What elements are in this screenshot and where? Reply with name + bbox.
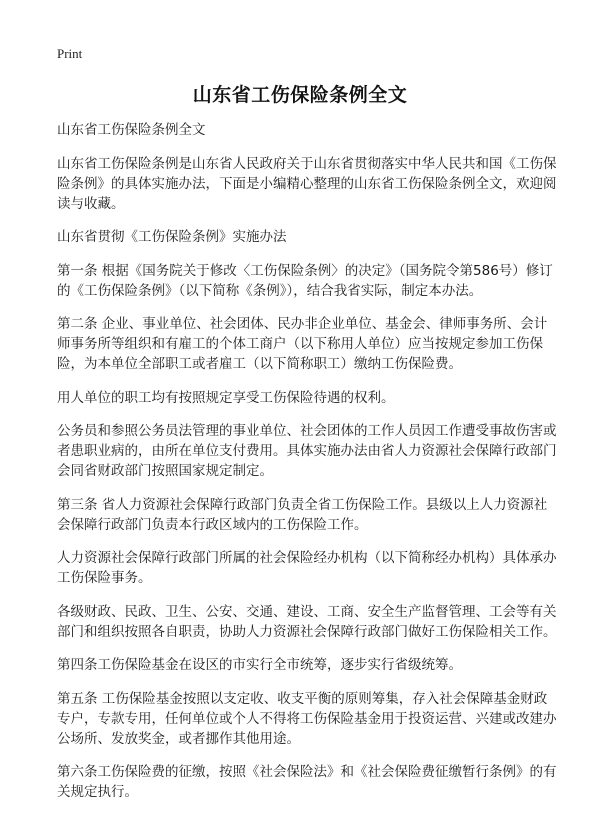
paragraph-intro: 山东省工伤保险条例是山东省人民政府关于山东省贯彻落实中华人民共和国《工伤保险条例》的具体实施办法，下面是小编精心整理的山东省工伤保险条例全文，欢迎阅读与收藏。 — [57, 155, 557, 212]
article-4: 第四条工伤保险基金在设区的市实行全市统筹，逐步实行省级统筹。 — [57, 657, 462, 673]
article-3: 第三条 省人力资源社会保障行政部门负责全省工伤保险工作。县级以上人力资源社会保障行政部门负责本行政区域内的工伤保险工作。 — [57, 496, 548, 533]
page-title: 山东省工伤保险条例全文 — [192, 84, 408, 106]
article-5: 第五条 工伤保险基金按照以支定收、收支平衡的原则筹集，存入社会保障基金财政专户，专款专用，任何单位或个人不得将工伤保险基金用于投资运营、兴建或改建办公场所、发放奖金，或者挪作其他用途。 — [57, 690, 557, 747]
article-2: 第二条 企业、事业单位、社会团体、民办非企业单位、基金会、律师事务所、会计师事务所等组织和有雇工的个体工商户（以下称用人单位）应当按规定参加工伤保险，为本单位全部职工或者雇工（以下简称职工）缴纳工伤保险费。 — [57, 316, 548, 372]
article-2-clause-3: 公务员和参照公务员法管理的事业单位、社会团体的工作人员因工作遭受事故伤害或者患职业病的，由所在单位支付费用。具体实施办法由省人力资源社会保障行政部门会同省财政部门按照国家规定制定。 — [57, 423, 557, 479]
article-3-clause-2: 人力资源社会保障行政部门所属的社会保险经办机构（以下简称经办机构）具体承办工伤保险事务。 — [57, 550, 557, 586]
paragraph-heading: 山东省贯彻《工伤保险条例》实施办法 — [57, 229, 287, 245]
article-2-clause-2: 用人单位的职工均有按照规定享受工伤保险待遇的权利。 — [57, 389, 395, 406]
article-3-clause-3: 各级财政、民政、卫生、公安、交通、建设、工商、安全生产监督管理、工会等有关部门和组织按照各自职责，协助人力资源社会保障行政部门做好工伤保险相关工作。 — [57, 603, 557, 640]
print-link[interactable]: Print — [57, 46, 83, 61]
paragraph-subtitle: 山东省工伤保险条例全文 — [57, 122, 206, 138]
article-1: 第一条 根据《国务院关于修改〈工伤保险条例〉的决定》（国务院令第586号）修订的《工伤保险条例》（以下简称《条例》），结合我省实际，制定本办法。 — [57, 262, 553, 299]
article-6: 第六条工伤保险费的征缴，按照《社会保险法》和《社会保险费征缴暂行条例》的有关规定执行。 — [57, 764, 557, 800]
document-body — [57, 120, 557, 816]
